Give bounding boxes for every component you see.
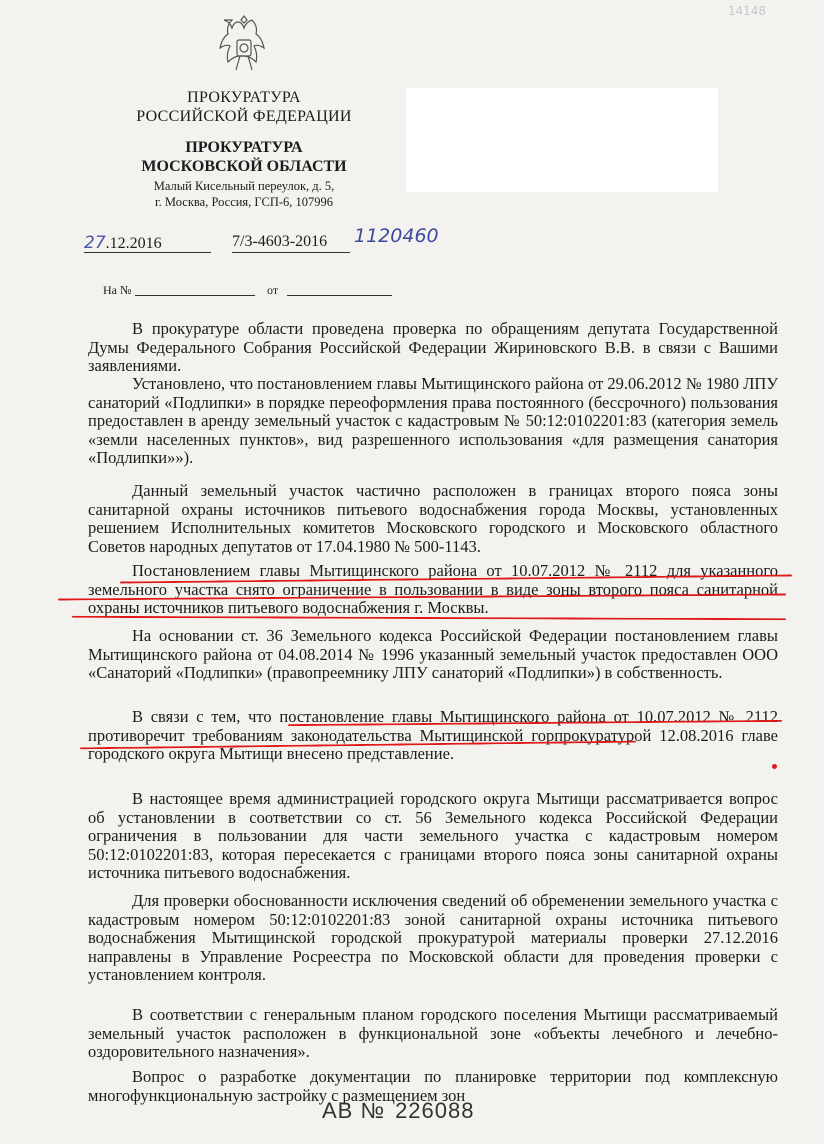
registration-number: 7/3-4603-2016 xyxy=(232,233,328,250)
form-serial-stamp xyxy=(322,1098,474,1124)
org-line-2: РОССИЙСКОЙ ФЕДЕРАЦИИ xyxy=(136,108,352,125)
coat-of-arms-emblem xyxy=(212,10,276,78)
header-address xyxy=(79,178,409,210)
reference-date-label: от xyxy=(267,283,279,297)
handwritten-number: 1120460 xyxy=(354,225,439,247)
form-series: АВ № xyxy=(322,1098,386,1123)
reference-date-blank xyxy=(287,295,392,296)
paragraph-1: В прокуратуре области проведена проверка по обращениям депутата Государственной Думы Федерального Собрания Российской Федерации Жириновского В.В. в связи с Вашими заявлениями. xyxy=(88,319,778,376)
address-line-1: Малый Кисельный переулок, д. 5, xyxy=(153,179,335,193)
paragraph-2: Установлено, что постановлением главы Мытищинского района от 29.06.2012 № 1980 ЛПУ санаторий «Подлипки» в порядке переоформления права постоянного (бессрочного) пользования предоставлен в аренду земельный участок с кадастровым № 50:12:0102201:83 (категория земель «земли населенных пунктов», вид разрешенного использования «для размещения санатория «Подлипки»»). xyxy=(88,374,778,468)
paragraph-3: Данный земельный участок частично расположен в границах второго пояса зоны санитарной охраны источников питьевого водоснабжения города Москвы, установленных решением Исполнительных комитетов Московского городского и Московского областного Советов народных депутатов от 17.04.1980 № 500-1143. xyxy=(88,481,778,556)
corner-note: 14148 xyxy=(727,4,766,18)
paragraph-10: Вопрос о разработке документации по планировке территории под комплексную многофункциональную застройку с размещением зон xyxy=(88,1067,778,1105)
dept-line-1: ПРОКУРАТУРА xyxy=(185,139,303,156)
registration-date xyxy=(84,233,162,253)
paragraph-9: В соответствии с генеральным планом городского поселения Мытищи рассматриваемый земельный участок расположен в функциональной зоне «объекты лечебного и лечебно-оздоровительного назначения». xyxy=(88,1005,778,1062)
reference-number-blank xyxy=(135,295,255,296)
dept-line-2: МОСКОВСКОЙ ОБЛАСТИ xyxy=(141,158,347,175)
form-number: 226088 xyxy=(395,1098,475,1123)
header-organization xyxy=(79,88,409,126)
number-underline xyxy=(232,252,350,253)
org-line-1: ПРОКУРАТУРА xyxy=(187,89,301,106)
reference-number-label: На № xyxy=(103,283,132,297)
paragraph-6: В связи с тем, что постановление главы Мытищинского района от 10.07.2012 № 2112 противоречит требованиям законодательства Мытищинской горпрокуратурой 12.08.2016 главе городского округа Мытищи внесено представление. xyxy=(88,707,778,764)
paragraph-8: Для проверки обоснованности исключения сведений об обременении земельного участка с кадастровым номером 50:12:0102201:83 зоной санитарной охраны источника питьевого водоснабжения Мытищинской городской прокуратурой материалы проверки 27.12.2016 направлены в Управление Росреестра по Московской области для проведения проверки с установлением контроля. xyxy=(88,891,778,985)
paragraph-4: Постановлением главы Мытищинского района от 10.07.2012 № 2112 для указанного земельного участка снято ограничение в пользовании в виде зоны второго пояса санитарной охраны источников питьевого водоснабжения г. Москвы. xyxy=(88,561,778,618)
paragraph-7: В настоящее время администрацией городского округа Мытищи рассматривается вопрос об установлении в соответствии со ст. 56 Земельного кодекса Российской Федерации ограничения в пользовании для части земельного участка с кадастровым номером 50:12:0102201:83, которая пересекается с границами второго пояса зоны санитарной охраны источника питьевого водоснабжения. xyxy=(88,789,778,883)
date-underline xyxy=(84,252,211,253)
header-department xyxy=(79,138,409,176)
redacted-addressee-block xyxy=(406,88,718,192)
red-dot-mark xyxy=(772,764,777,769)
paragraph-5: На основании ст. 36 Земельного кодекса Российской Федерации постановлением главы Мытищинского района от 04.08.2014 № 1996 указанный земельный участок предоставлен ООО «Санаторий «Подлипки» (правопреемнику ЛПУ санаторий «Подлипки») в собственность. xyxy=(88,626,778,683)
address-line-2: г. Москва, Россия, ГСП-6, 107996 xyxy=(154,195,334,209)
printed-date: .12.2016 xyxy=(105,235,162,252)
handwritten-day: 27 xyxy=(84,233,106,253)
